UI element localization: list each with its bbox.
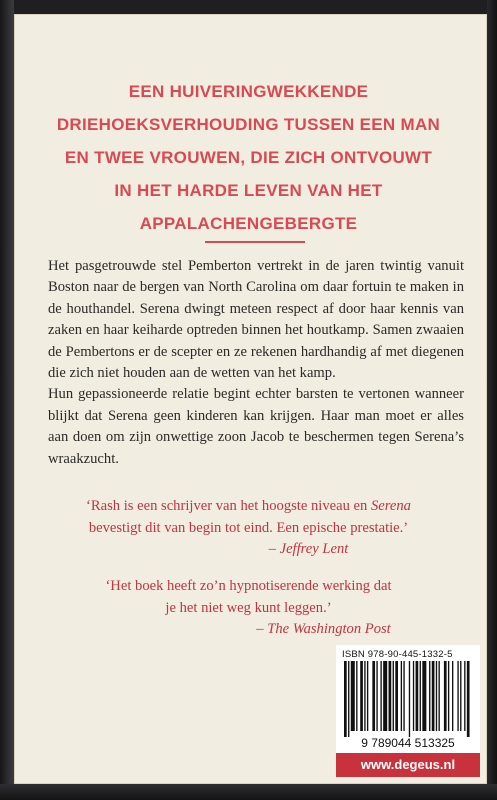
headline-line: EEN HUIVERINGWEKKENDE [128, 82, 369, 101]
quote-line [0, 496, 497, 518]
divider-rule [205, 241, 305, 243]
isbn-label: ISBN 978-90-445-1332-5 [342, 649, 453, 660]
quote-line: je het niet weg kunt leggen.’ [165, 599, 332, 616]
quote-text: ‘Rash is een schrijver van het hoogste niveau en [86, 498, 371, 514]
blurb [48, 256, 464, 470]
review-quote [0, 496, 497, 561]
quote-line: bevestigt dit van begin tot eind. Een epische prestatie.’ [88, 519, 409, 536]
headline-line: APPALACHENGEBERGTE [139, 214, 358, 233]
blurb-paragraph: Het pasgetrouwde stel Pemberton vertrekt in de jaren twintig vanuit Boston naar de bergen van North Carolina om daar fortuin te maken in de houthandel. Serena dwingt meteen respect af door haar kennis van zaken en haar keiharde optreden binnen het houtkamp. Samen zwaaien de Pembertons er de scepter en ze rekenen hardhandig af met diegenen die zich niet houden aan de wetten van het kamp. [48, 258, 464, 382]
bottom-edge [0, 784, 497, 800]
headline-line: IN HET HARDE LEVEN VAN HET [114, 181, 383, 200]
barcode-icon [342, 661, 474, 749]
headline-line: DRIEHOEKSVERHOUDING TUSSEN EEN MAN [56, 115, 441, 134]
quote-attribution: – The Washington Post [256, 621, 391, 637]
publisher-url[interactable]: www.degeus.nl [336, 753, 480, 777]
blurb-paragraph: Hun gepassioneerde relatie begint echter barsten te vertonen wanneer blijkt dat Serena geen kinderen kan krijgen. Haar man moet er alles aan doen om zijn onwettige zoon Jacob te beschermen tegen Serena’s wraakzucht. [48, 386, 464, 467]
quote-title-italic: Serena [370, 498, 411, 514]
review-quote [0, 576, 497, 641]
headline-line: EN TWEE VROUWEN, DIE ZICH ONTVOUWT [64, 148, 433, 167]
quote-attribution: – Jeffrey Lent [268, 541, 349, 557]
barcode-digits: 9 789044 513325 [361, 736, 455, 749]
quote-line: ‘Het boek heeft zo’n hypnotiserende werking dat [105, 578, 392, 594]
headline [0, 75, 497, 240]
